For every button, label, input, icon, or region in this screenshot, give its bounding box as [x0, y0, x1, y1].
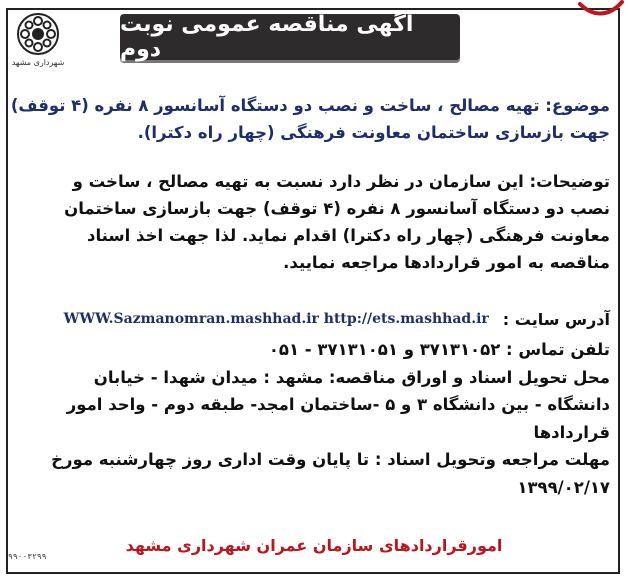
subject-section [10, 92, 610, 146]
website-row [16, 306, 610, 332]
deadline-line: مهلت مراجعه وتحویل اسناد : تا پایان وقت اداری روز چهارشنبه مورخ [51, 450, 610, 469]
municipality-logo [11, 12, 65, 76]
address-line: محل تحویل اسناد و اوراق مناقصه: مشهد : میدان شهدا - خیابان [93, 367, 610, 387]
notice-title: آگهی مناقصه عمومی نوبت دوم [120, 12, 414, 62]
description-line: مناقصه به امور قراردادها مراجعه نمایید. [283, 253, 610, 272]
description-line: معاونت فرهنگی (چهار راه دکترا) اقدام نماید. لذا جهت اخذ اسناد [87, 226, 610, 245]
subject-line: جهت بازسازی ساختمان معاونت فرهنگی (چهار راه دکترا). [137, 123, 610, 142]
website-label: آدرس سایت : [502, 309, 610, 329]
phone-line: تلفن تماس : ۳۷۱۳۱۰۵۲ و ۳۷۱۳۱۰۵۱ - ۰۵۱ [268, 340, 610, 359]
notice-code: ۹۹۰۰۳۲۹۹ [8, 552, 47, 561]
notice-title-bar [120, 14, 460, 60]
issuer-signature: امورقراردادهای سازمان عمران شهرداری مشهد [125, 536, 503, 555]
description-line: توضیحات: این سازمان در نظر دارد نسبت به تهیه مصالح ، ساخت و [72, 172, 610, 191]
subject-line: موضوع: تهیه مصالح ، ساخت و نصب دو دستگاه آسانسور ۸ نفره (۴ توقف) [10, 96, 610, 115]
address-line: دانشگاه - بین دانشگاه ۳ و ۵ -ساختمان امجد- طبقه دوم - واحد امور [66, 395, 610, 414]
description-section [16, 168, 610, 276]
address-line: قراردادها [533, 422, 610, 442]
website-links[interactable]: WWW.Sazmanomran.mashhad.ir http://ets.mashhad.ir [63, 311, 489, 327]
logo-caption: شهرداری مشهد [11, 58, 65, 67]
corner-checkmark-icon [574, 0, 626, 20]
deadline-date: ۱۳۹۹/۰۲/۱۷ [517, 477, 610, 497]
contact-info-section [16, 336, 610, 501]
mashhad-emblem-icon [16, 12, 60, 56]
description-line: نصب دو دستگاه آسانسور ۸ نفره (۴ توقف) جهت بازسازی ساختمان [64, 199, 610, 218]
